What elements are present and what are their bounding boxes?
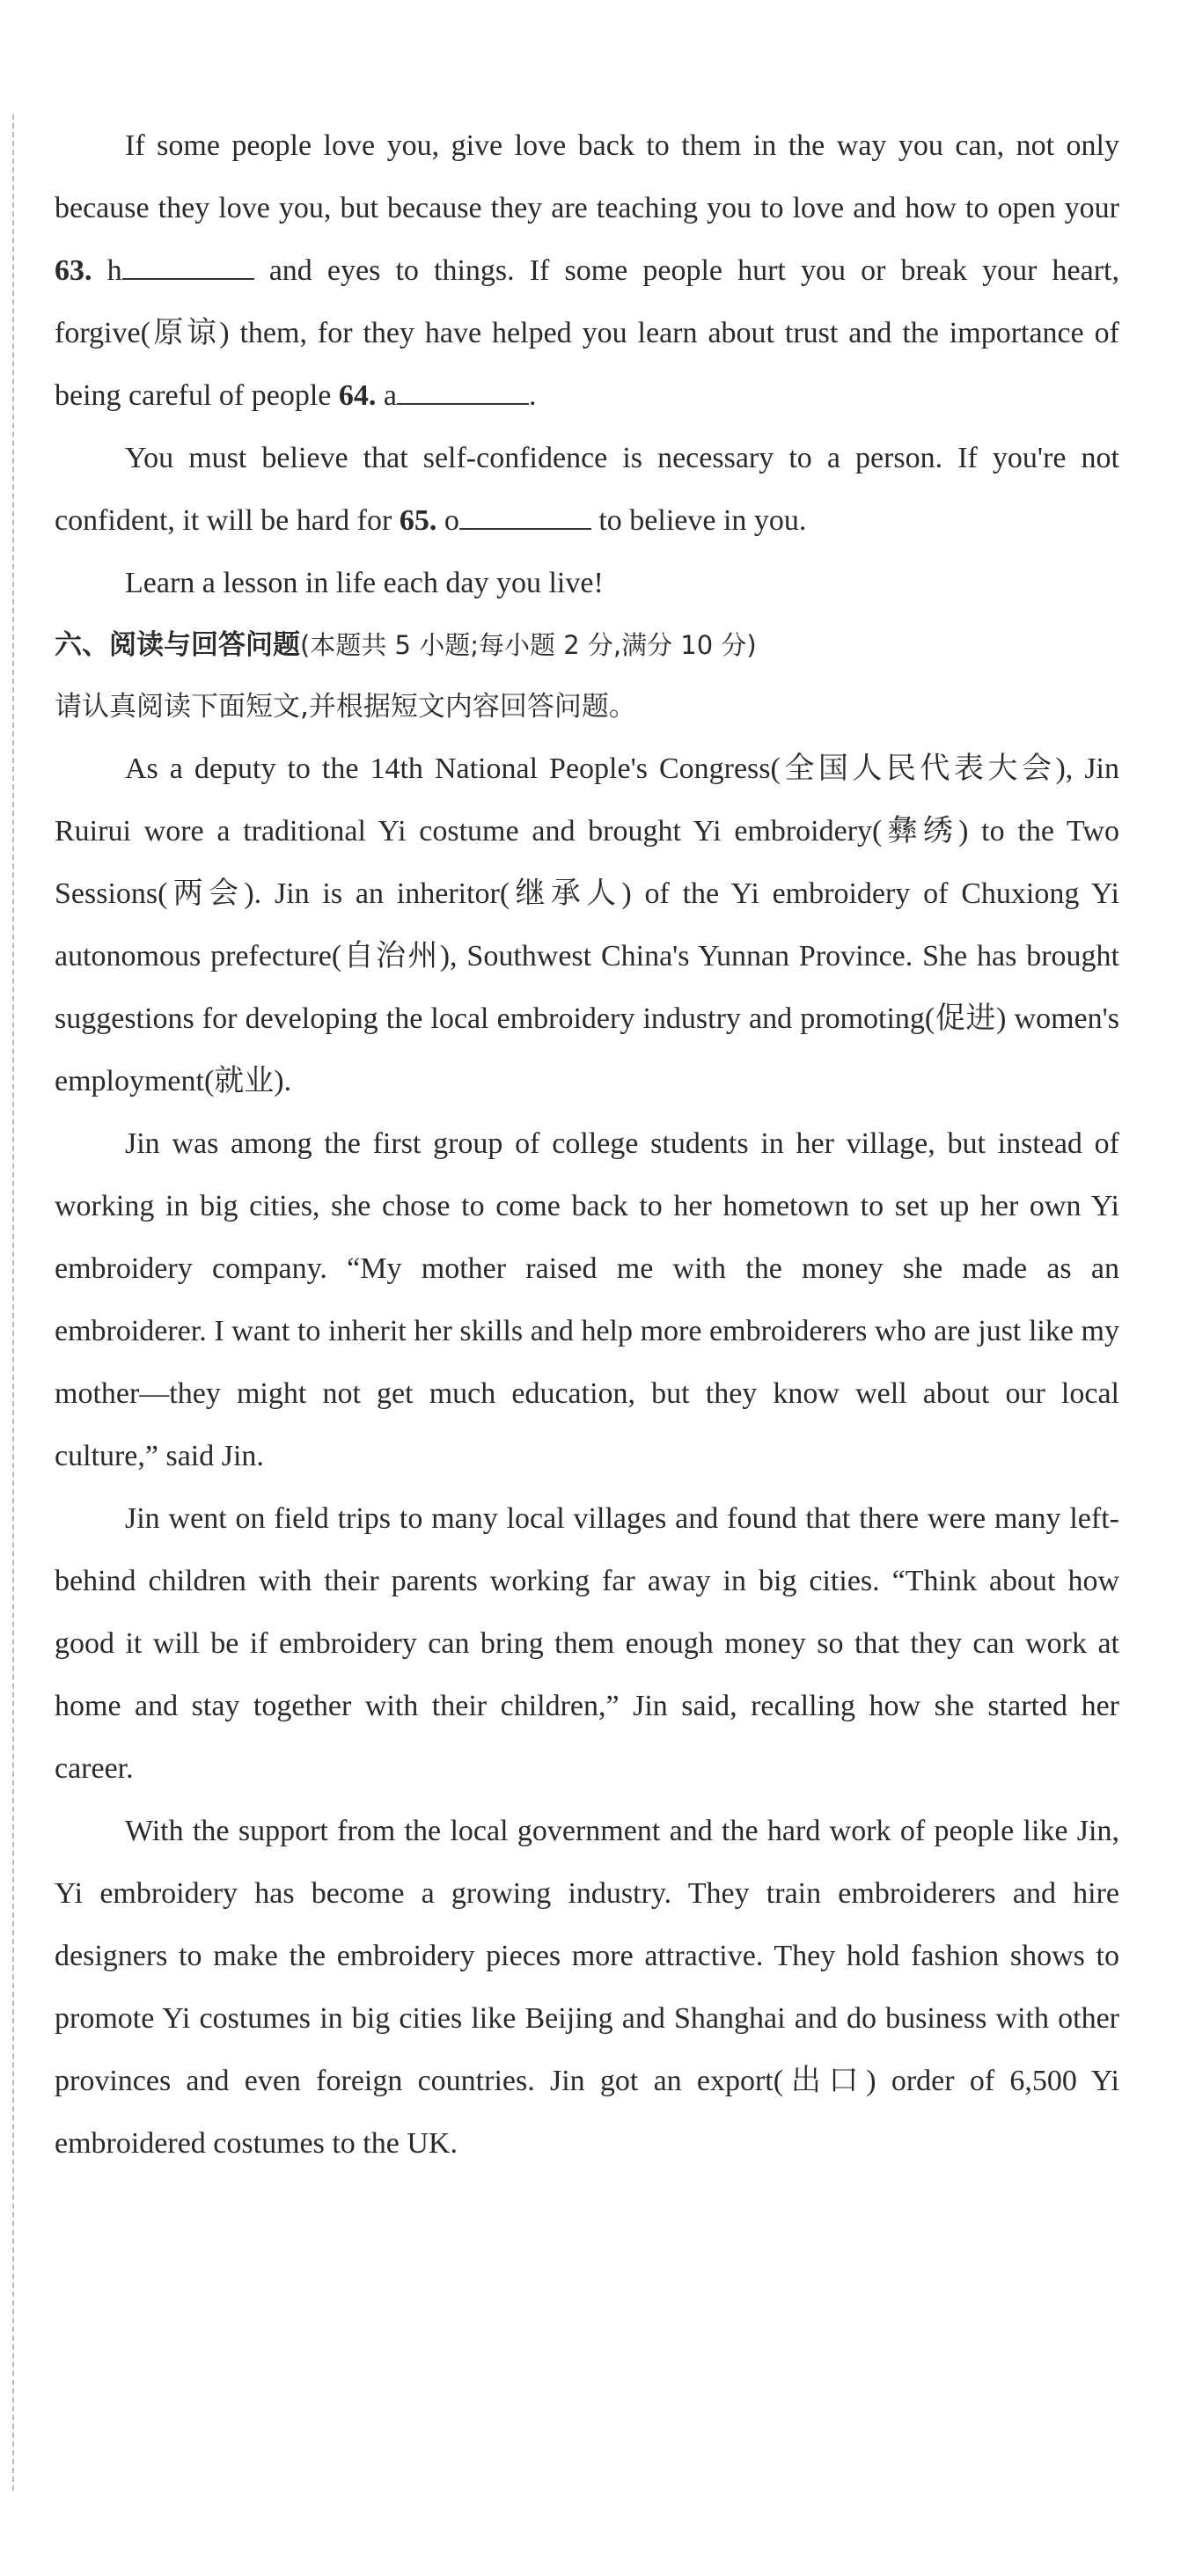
passage1-paragraph-2: [55, 427, 1119, 552]
section-6-instructions: 请认真阅读下面短文,并根据短文内容回答问题。: [55, 691, 636, 723]
binding-margin-line: [12, 114, 14, 2491]
question-63-number: 63.: [55, 254, 92, 287]
passage2-paragraph-1: As a deputy to the 14th National People's Congress(全国人民代表大会), Jin Ruirui wore a traditional Yi costume and brought Yi embroidery(彝绣) to the Two Sessions(两会). Jin is an inheritor(继承人) of the Yi embroidery of Chuxiong Yi autonomous prefecture(自治州), Southwest China's Yunnan Province. She has brought suggestions for developing the local embroidery industry and promoting(促进) women's employment(就业).: [55, 752, 1119, 1097]
passage2-paragraph-3: Jin went on field trips to many local villages and found that there were many left-behind children with their parents working far away in big cities. “Think about how good it will be if embroidery can bring them enough money so that they can work at home and stay together with their children,” Jin said, recalling how she started her career.: [55, 1502, 1119, 1785]
passage2-paragraph-4: With the support from the local government and the hard work of people like Jin, Yi embroidery has become a growing industry. They train embroiderers and hire designers to make the embroidery pieces more attractive. They hold fashion shows to promote Yi costumes in big cities like Beijing and Shanghai and do business with other provinces and even foreign countries. Jin got an export(出口) order of 6,500 Yi embroidered costumes to the UK.: [55, 1815, 1119, 2160]
question-65-number: 65.: [399, 504, 437, 537]
section-6-title: 六、阅读与回答问题: [55, 629, 300, 661]
question-65-blank[interactable]: [459, 503, 591, 530]
passage1-text: You must believe that self-confidence is necessary to a person. If you're not confident, it will be hard for: [55, 442, 1119, 537]
question-64-blank[interactable]: [397, 378, 529, 405]
passage1-text: and eyes to things. If some people hurt you or break your heart, forgive(原谅) them, for they have helped you learn about trust and the importance of being careful of people: [55, 254, 1119, 412]
question-63-blank[interactable]: [122, 253, 254, 280]
question-64-number: 64.: [338, 379, 377, 412]
section-6-scoring: (本题共 5 小题;每小题 2 分,满分 10 分): [300, 630, 757, 660]
page-content: [55, 114, 1119, 2175]
passage1-text: If some people love you, give love back to them in the way you can, not only because they love you, but because they are teaching you to love and how to open your: [55, 129, 1119, 224]
section-6-heading: [55, 614, 1119, 676]
question-64-initial: a: [376, 379, 397, 412]
passage1-paragraph-3: Learn a lesson in life each day you live!: [125, 567, 604, 599]
question-65-initial: o: [436, 504, 459, 537]
passage1-text: to believe in you.: [590, 504, 807, 537]
passage1-paragraph-1: [55, 114, 1119, 427]
passage1-text: .: [528, 379, 537, 412]
passage2-paragraph-2: Jin was among the first group of college students in her village, but instead of working in big cities, she chose to come back to her hometown to set up her own Yi embroidery company. “My mother raised me with the money she made as an embroiderer. I want to inherit her skills and help more embroiderers who are just like my mother—they might not get much education, but they know well about our local culture,” said Jin.: [55, 1127, 1119, 1472]
question-63-initial: h: [92, 254, 122, 287]
